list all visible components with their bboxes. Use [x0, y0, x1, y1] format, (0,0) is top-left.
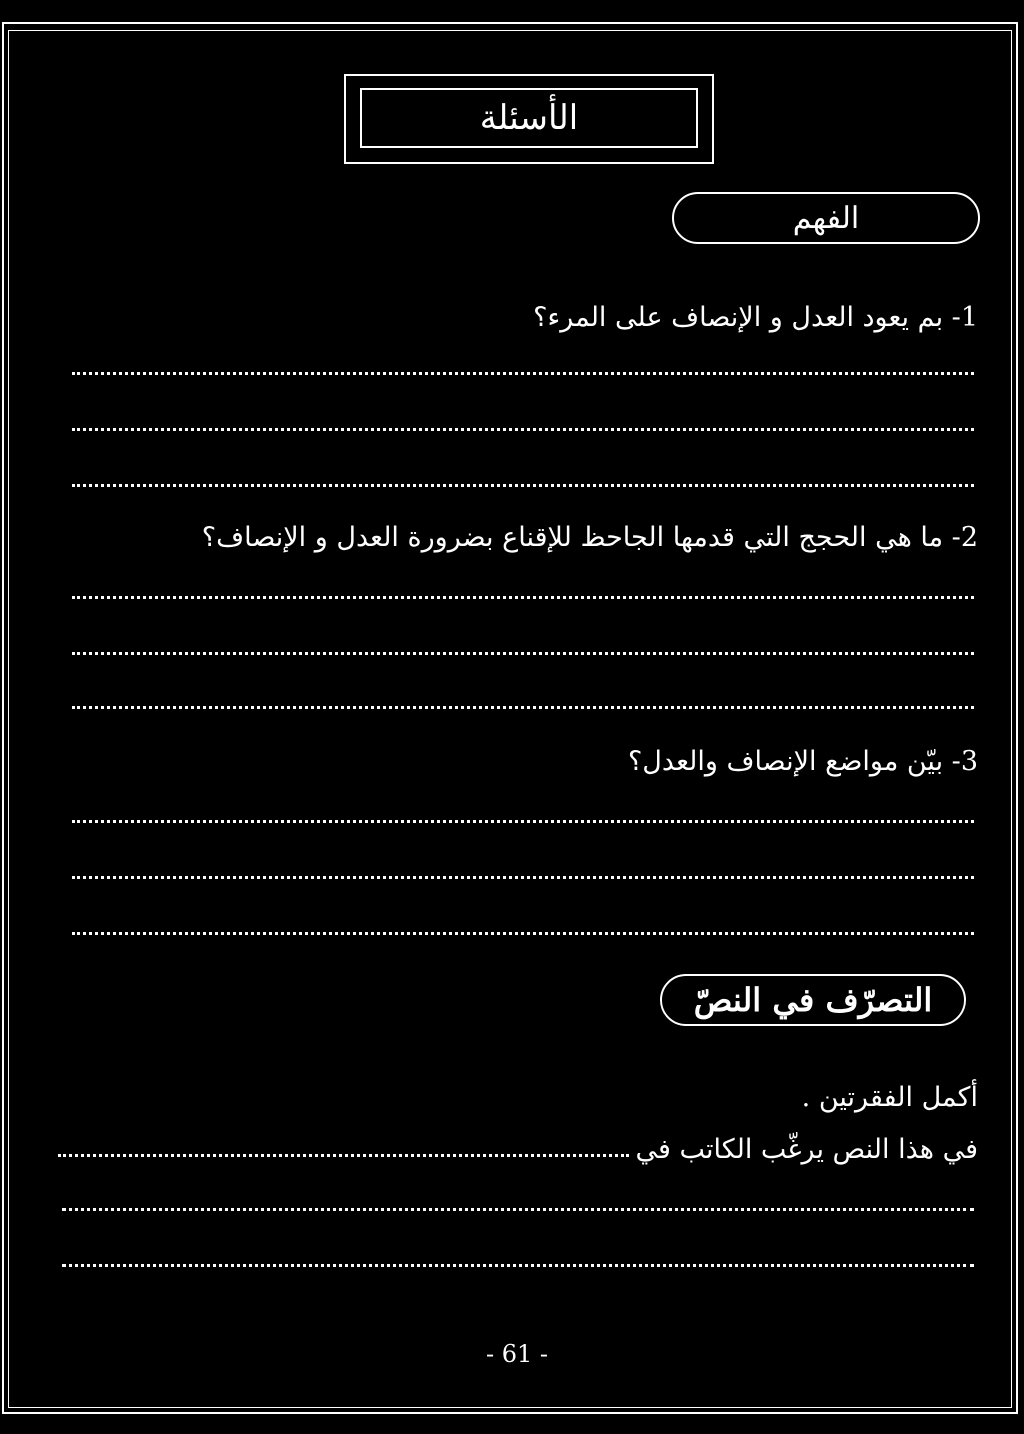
answer-line[interactable]	[62, 1264, 974, 1267]
answer-line[interactable]	[72, 484, 974, 487]
section-heading-comprehension: الفهم	[672, 192, 980, 244]
question-2: 2- ما هي الحجج التي قدمها الجاحظ للإقناع بضرورة العدل و الإنصاف؟	[201, 522, 978, 553]
answer-line[interactable]	[72, 596, 974, 599]
page-number: - 61 -	[485, 1340, 548, 1368]
title-inner-frame	[360, 88, 698, 148]
question-1: 1- بم يعود العدل و الإنصاف على المرء؟	[533, 302, 978, 333]
title-frame	[344, 74, 714, 164]
answer-line[interactable]	[72, 652, 974, 655]
fill-in-sentence	[58, 1134, 978, 1165]
instruction-text: أكمل الفقرتين .	[801, 1082, 978, 1113]
answer-line[interactable]	[72, 932, 974, 935]
answer-line[interactable]	[72, 820, 974, 823]
answer-line[interactable]	[72, 876, 974, 879]
answer-line[interactable]	[72, 428, 974, 431]
answer-line[interactable]	[72, 372, 974, 375]
answer-line[interactable]	[72, 706, 974, 709]
question-3: 3- بيّن مواضع الإنصاف والعدل؟	[627, 746, 978, 777]
answer-line[interactable]	[58, 1154, 629, 1157]
section-heading-text-manipulation: التصرّف في النصّ	[660, 974, 966, 1026]
sentence-start: في هذا النص يرغّب الكاتب في	[635, 1134, 978, 1165]
page-title: الأسئلة	[479, 98, 579, 138]
answer-line[interactable]	[62, 1208, 974, 1211]
